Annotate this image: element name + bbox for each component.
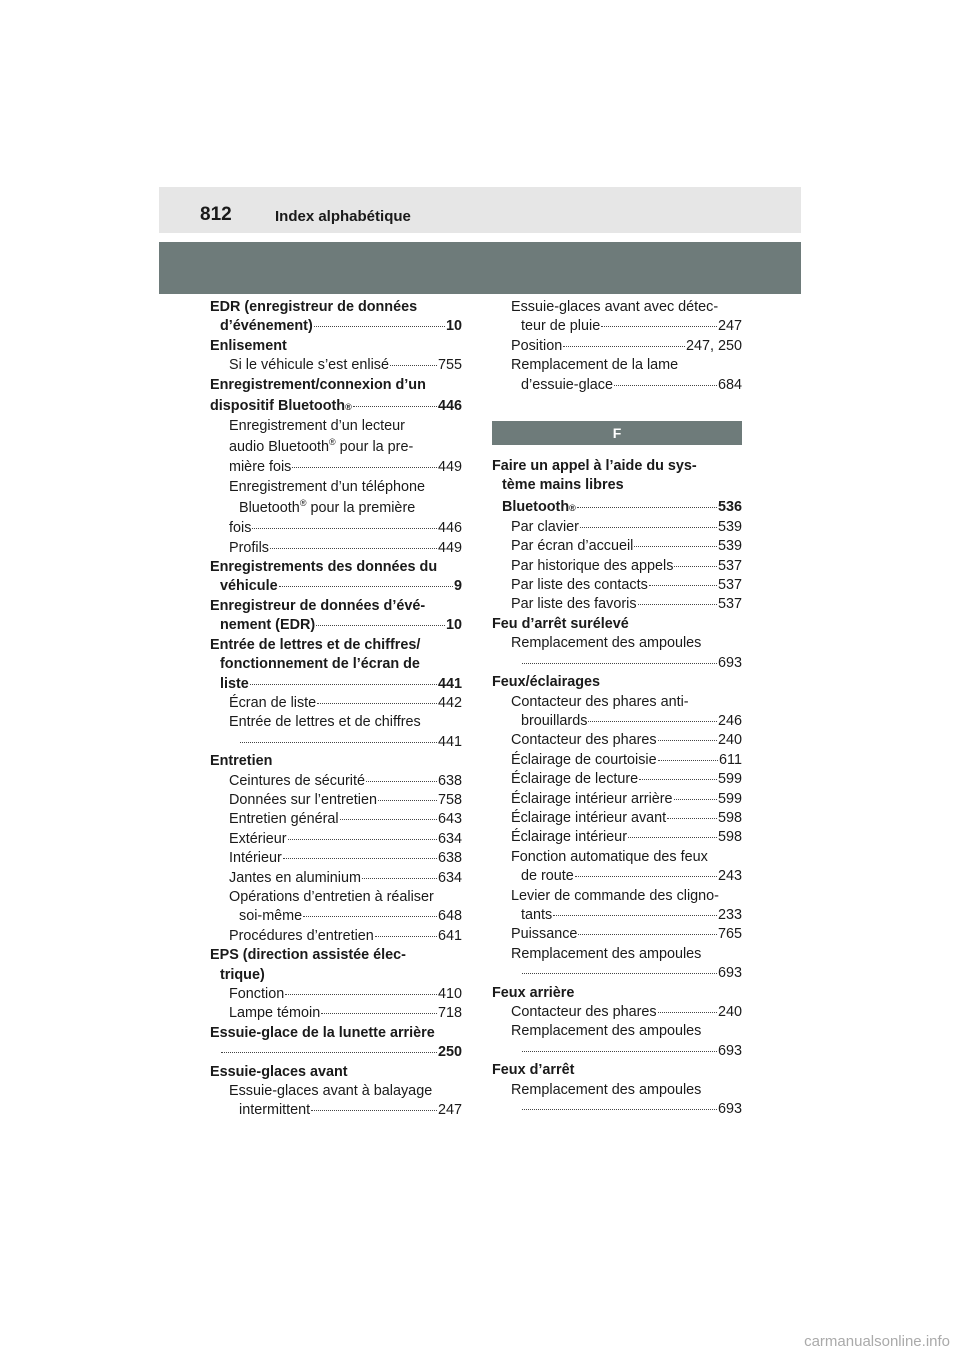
- index-subentry: [511, 317, 742, 336]
- entry-text: Par liste des contacts: [511, 577, 648, 594]
- entry-text: dispositif Bluetooth: [210, 398, 346, 415]
- index-entry: [210, 752, 462, 771]
- entry-text: Contacteur des phares: [511, 1004, 657, 1020]
- dot-leader: [303, 916, 437, 917]
- page-number: 812: [200, 204, 232, 225]
- page-reference: 441: [437, 675, 462, 692]
- entry-text: Essuie-glaces avant: [210, 1063, 348, 1080]
- page-reference: 718: [437, 1005, 462, 1022]
- entry-text: EPS (direction assistée élec-: [210, 947, 406, 964]
- header-band: [159, 242, 801, 294]
- entry-text: Procédures d’entretien: [229, 927, 374, 944]
- index-subentry: [229, 888, 462, 907]
- index-subentry: [511, 945, 742, 964]
- index-subentry: [511, 576, 742, 595]
- page-reference: 536: [717, 498, 742, 515]
- index-subentry: [511, 790, 742, 809]
- entry-text: Essuie-glaces avant avec détec-: [511, 299, 719, 315]
- page-reference: 240: [717, 1004, 742, 1020]
- index-subentry: [229, 458, 462, 477]
- entry-text: EDR (enregistreur de données: [210, 299, 418, 315]
- entry-text: Puissance: [511, 926, 578, 943]
- page-reference: 599: [717, 790, 742, 807]
- entry-text: Jantes en aluminium: [229, 869, 361, 886]
- entry-text: Position: [511, 337, 563, 354]
- page-reference: 643: [437, 811, 462, 828]
- page-reference: 599: [717, 771, 742, 788]
- entry-text-continued: pour la première: [306, 500, 416, 517]
- dot-leader: [311, 1110, 437, 1111]
- index-entry: [492, 673, 742, 692]
- dot-leader: [575, 876, 717, 877]
- entry-text: audio Bluetooth: [229, 439, 330, 456]
- page-reference: 449: [437, 459, 462, 476]
- index-entry: [210, 655, 462, 674]
- index-subentry: [229, 694, 462, 713]
- page-reference: 446: [437, 520, 462, 537]
- entry-text: Éclairage de courtoisie: [511, 751, 657, 768]
- page-reference: 598: [717, 829, 742, 846]
- page-reference: 648: [437, 908, 462, 925]
- index-entry: [210, 577, 462, 596]
- index-subentry: [229, 478, 462, 497]
- entry-text: Faire un appel à l’aide du sys-: [492, 458, 697, 475]
- entry-text: Enregistrement d’un lecteur: [229, 418, 405, 435]
- index-subentry: [229, 791, 462, 810]
- entry-text: Fonction: [229, 986, 285, 1002]
- page-reference: 233: [717, 906, 742, 923]
- dot-leader: [250, 684, 437, 685]
- entry-text: Remplacement des ampoules: [511, 1023, 702, 1040]
- dot-leader: [578, 934, 717, 935]
- entry-text: Remplacement de la lame: [511, 357, 679, 374]
- page-reference: 684: [717, 376, 742, 393]
- entry-text: brouillards: [521, 712, 588, 729]
- index-entry: [492, 1061, 742, 1080]
- entry-text: Remplacement des ampoules: [511, 635, 702, 652]
- index-subentry: [511, 654, 742, 673]
- page-reference: 10: [445, 617, 462, 634]
- dot-leader: [674, 799, 717, 800]
- dot-leader: [580, 527, 717, 528]
- index-subentry: [511, 712, 742, 731]
- entry-text: Fonction automatique des feux: [511, 848, 708, 865]
- entry-text: mière fois: [229, 459, 292, 476]
- entry-text: Entrée de lettres et de chiffres: [229, 714, 421, 731]
- entry-text: Si le véhicule s’est enlisé: [229, 357, 389, 374]
- entry-text: Éclairage intérieur: [511, 829, 627, 846]
- index-subentry: [511, 376, 742, 395]
- entry-text: Enregistrement/connexion d’un: [210, 376, 426, 393]
- index-entry: [210, 317, 462, 336]
- index-subentry: [229, 869, 462, 888]
- index-subentry: [511, 1081, 742, 1100]
- index-subentry: [229, 830, 462, 849]
- registered-mark: ®: [299, 498, 307, 509]
- page-reference: 638: [437, 850, 462, 867]
- entry-text: Opérations d’entretien à réaliser: [229, 888, 434, 905]
- index-entry: [210, 597, 462, 616]
- index-entry: Bluetooth ® 536: [492, 496, 742, 518]
- entry-text: Entrée de lettres et de chiffres/: [210, 636, 421, 653]
- entry-text: d’essuie-glace: [521, 376, 613, 393]
- index-subentry: [229, 519, 462, 538]
- index-subentry: [511, 809, 742, 828]
- index-subentry: [229, 907, 462, 926]
- dot-leader: [285, 994, 437, 995]
- page-reference: 247: [717, 318, 742, 335]
- entry-text: tants: [521, 906, 553, 923]
- index-entry: [210, 636, 462, 655]
- entry-text: Enregistrement d’un téléphone: [229, 478, 426, 495]
- dot-leader: [667, 818, 717, 819]
- index-entry: [210, 1024, 462, 1043]
- dot-leader: [563, 346, 685, 347]
- entry-text: soi-même: [239, 908, 303, 925]
- index-entry: [210, 1043, 462, 1062]
- index-subentry: [511, 356, 742, 375]
- index-subentry: [511, 595, 742, 614]
- entry-text: Par écran d’accueil: [511, 538, 634, 555]
- entry-text: teur de pluie: [521, 318, 601, 335]
- entry-text: Entretien général: [229, 811, 339, 828]
- entry-text: Feu d’arrêt surélevé: [492, 615, 629, 632]
- entry-text: fois: [229, 520, 252, 537]
- page-reference: 441: [437, 733, 462, 750]
- dot-leader: [577, 507, 717, 508]
- entry-text: Remplacement des ampoules: [511, 1081, 702, 1098]
- entry-text: Remplacement des ampoules: [511, 945, 702, 962]
- entry-text: tème mains libres: [502, 477, 624, 494]
- page-reference: 693: [717, 1042, 742, 1059]
- index-column-right: [492, 298, 742, 1119]
- page-reference: 634: [437, 869, 462, 886]
- index-subentry: [511, 557, 742, 576]
- entry-text: Lampe témoin: [229, 1005, 321, 1022]
- entry-text: Bluetooth: [502, 498, 570, 515]
- entry-text: liste: [220, 675, 249, 692]
- page-header: [159, 187, 801, 233]
- registered-mark: ®: [329, 437, 336, 448]
- page-reference: 638: [437, 772, 462, 789]
- index-subentry: [511, 693, 742, 712]
- watermark: carmanualsonline.info: [804, 1333, 950, 1350]
- entry-text: Éclairage intérieur arrière: [511, 790, 673, 807]
- dot-leader: [270, 548, 437, 549]
- page-reference: 598: [717, 809, 742, 826]
- index-subentry: [511, 828, 742, 847]
- dot-leader: [240, 742, 437, 743]
- page-reference: 250: [437, 1044, 462, 1061]
- page-reference: 693: [717, 1101, 742, 1118]
- dot-leader: [634, 546, 717, 547]
- entry-text: de route: [521, 868, 574, 885]
- page-reference: 449: [437, 539, 462, 556]
- page-reference: 693: [717, 965, 742, 982]
- index-subentry: [511, 634, 742, 653]
- dot-leader: [522, 1109, 717, 1110]
- index-subentry: [511, 848, 742, 867]
- dot-leader: [522, 973, 717, 974]
- index-group-top: [492, 298, 742, 395]
- dot-leader: [378, 800, 437, 801]
- entry-text: nement (EDR): [220, 617, 316, 634]
- dot-leader: [601, 326, 717, 327]
- entry-text: Profils: [229, 539, 269, 556]
- page-reference: 641: [437, 927, 462, 944]
- entry-text: intermittent: [239, 1102, 311, 1119]
- section-letter-bar: F: [492, 421, 742, 445]
- index-subentry: [229, 927, 462, 946]
- index-subentry: [229, 985, 462, 1004]
- index-entry: [492, 476, 742, 495]
- page-title: Index alphabétique: [275, 208, 411, 225]
- page-reference: 537: [717, 557, 742, 574]
- entry-text: Extérieur: [229, 830, 287, 847]
- dot-leader: [674, 566, 717, 567]
- index-subentry: [511, 1022, 742, 1041]
- index-subentry: [511, 964, 742, 983]
- index-subentry: [229, 417, 462, 436]
- index-entry: [210, 1063, 462, 1082]
- dot-leader: [292, 467, 437, 468]
- dot-leader: [362, 878, 437, 879]
- dot-leader: [638, 604, 717, 605]
- dot-leader: [639, 779, 717, 780]
- page-reference: 755: [437, 357, 462, 374]
- dot-leader: [614, 385, 717, 386]
- page-reference: 634: [437, 830, 462, 847]
- page-reference: 442: [437, 694, 462, 711]
- index-subentry: [511, 518, 742, 537]
- index-subentry: [511, 906, 742, 925]
- index-subentry: [511, 1042, 742, 1061]
- dot-leader: [340, 819, 437, 820]
- entry-text: Enregistreur de données d’évé-: [210, 597, 426, 614]
- index-entry: [210, 946, 462, 965]
- page-reference: 247: [437, 1102, 462, 1119]
- page-reference: 537: [717, 596, 742, 613]
- index-subentry: [511, 887, 742, 906]
- index-subentry: [511, 337, 742, 356]
- index-entry: [210, 966, 462, 985]
- dot-leader: [288, 839, 437, 840]
- page-reference: 410: [437, 986, 462, 1002]
- dot-leader: [375, 936, 437, 937]
- index-subentry: [229, 539, 462, 558]
- index-subentry: [511, 1003, 742, 1022]
- index-subentry: [229, 1082, 462, 1101]
- entry-text: Enregistrements des données du: [210, 559, 438, 576]
- index-subentry: [511, 751, 742, 770]
- dot-leader: [221, 1052, 437, 1053]
- entry-text: Contacteur des phares: [511, 732, 657, 749]
- entry-text: Par clavier: [511, 518, 579, 535]
- dot-leader: [366, 781, 437, 782]
- dot-leader: [658, 740, 717, 741]
- dot-leader: [628, 837, 717, 838]
- entry-text: véhicule: [220, 578, 278, 595]
- entry-text: Feux arrière: [492, 984, 575, 1001]
- index-subentry: [511, 1100, 742, 1119]
- index-subentry: [511, 731, 742, 750]
- page-reference: 10: [445, 318, 462, 335]
- entry-text: Essuie-glace de la lunette arrière: [210, 1024, 435, 1041]
- index-subentry: [229, 733, 462, 752]
- page-reference: 246: [717, 712, 742, 729]
- dot-leader: [314, 326, 445, 327]
- entry-text: Feux d’arrêt: [492, 1062, 575, 1079]
- entry-text: trique): [220, 966, 265, 983]
- page-reference: 247, 250: [685, 337, 742, 354]
- index-group-f: [492, 457, 742, 1119]
- index-entry: [210, 376, 462, 395]
- page-reference: 611: [719, 751, 742, 768]
- entry-text: Levier de commande des cligno-: [511, 887, 719, 904]
- entry-text: Éclairage intérieur avant: [511, 809, 667, 826]
- page-reference: 765: [717, 926, 742, 943]
- dot-leader: [252, 528, 437, 529]
- index-entry: [210, 337, 462, 356]
- entry-text: Contacteur des phares anti-: [511, 693, 689, 710]
- index-subentry: [229, 810, 462, 829]
- index-subentry: [229, 1101, 462, 1120]
- index-subentry: [229, 356, 462, 375]
- index-entry: [492, 457, 742, 476]
- entry-text: Intérieur: [229, 850, 282, 867]
- entry-text: Données sur l’entretien: [229, 791, 377, 808]
- dot-leader: [317, 703, 437, 704]
- entry-text: Ceintures de sécurité: [229, 772, 365, 789]
- entry-text: Enlisement: [210, 337, 287, 354]
- dot-leader: [553, 915, 717, 916]
- index-subentry: [229, 1004, 462, 1023]
- page-reference: 9: [453, 578, 462, 595]
- entry-text: Par liste des favoris: [511, 596, 637, 613]
- dot-leader: [353, 406, 437, 407]
- dot-leader: [522, 1051, 717, 1052]
- entry-text: Par historique des appels: [511, 557, 674, 574]
- index-entry: [210, 616, 462, 635]
- index-entry: [210, 675, 462, 694]
- index-subentry: [229, 436, 462, 458]
- page-reference: 446: [437, 398, 462, 415]
- entry-text-continued: pour la pre-: [335, 439, 414, 456]
- entry-text: Bluetooth: [239, 500, 300, 517]
- index-entry: [210, 298, 462, 317]
- entry-text: fonctionnement de l’écran de: [220, 656, 420, 673]
- entry-text: Essuie-glaces avant à balayage: [229, 1083, 433, 1100]
- entry-text: Entretien: [210, 753, 273, 770]
- entry-text: d’événement): [220, 318, 313, 335]
- page-reference: 240: [717, 732, 742, 749]
- entry-text: Feux/éclairages: [492, 674, 600, 691]
- index-entry: dispositif Bluetooth ® 446: [210, 395, 462, 417]
- index-subentry: [229, 713, 462, 732]
- index-subentry: [229, 772, 462, 791]
- page-reference: 758: [437, 791, 462, 808]
- index-subentry: [229, 497, 462, 519]
- dot-leader: [316, 625, 445, 626]
- dot-leader: [321, 1013, 437, 1014]
- dot-leader: [522, 663, 717, 664]
- dot-leader: [283, 858, 437, 859]
- page-reference: 539: [717, 538, 742, 555]
- index-subentry: [511, 537, 742, 556]
- entry-text: Écran de liste: [229, 694, 317, 711]
- index-subentry: [229, 849, 462, 868]
- index-entry: [210, 558, 462, 577]
- dot-leader: [658, 760, 718, 761]
- page-reference: 693: [717, 654, 742, 671]
- index-entry: [492, 615, 742, 634]
- dot-leader: [390, 365, 437, 366]
- dot-leader: [649, 585, 717, 586]
- index-subentry: [511, 925, 742, 944]
- page-reference: 539: [717, 518, 742, 535]
- page-reference: 537: [717, 577, 742, 594]
- index-subentry: [511, 770, 742, 789]
- page-reference: 243: [717, 868, 742, 885]
- index-subentry: [511, 867, 742, 886]
- dot-leader: [588, 721, 717, 722]
- dot-leader: [279, 586, 453, 587]
- index-entry: [492, 984, 742, 1003]
- dot-leader: [658, 1012, 717, 1013]
- index-column-left: [210, 298, 462, 1121]
- index-subentry: [511, 298, 742, 317]
- entry-text: Éclairage de lecture: [511, 771, 639, 788]
